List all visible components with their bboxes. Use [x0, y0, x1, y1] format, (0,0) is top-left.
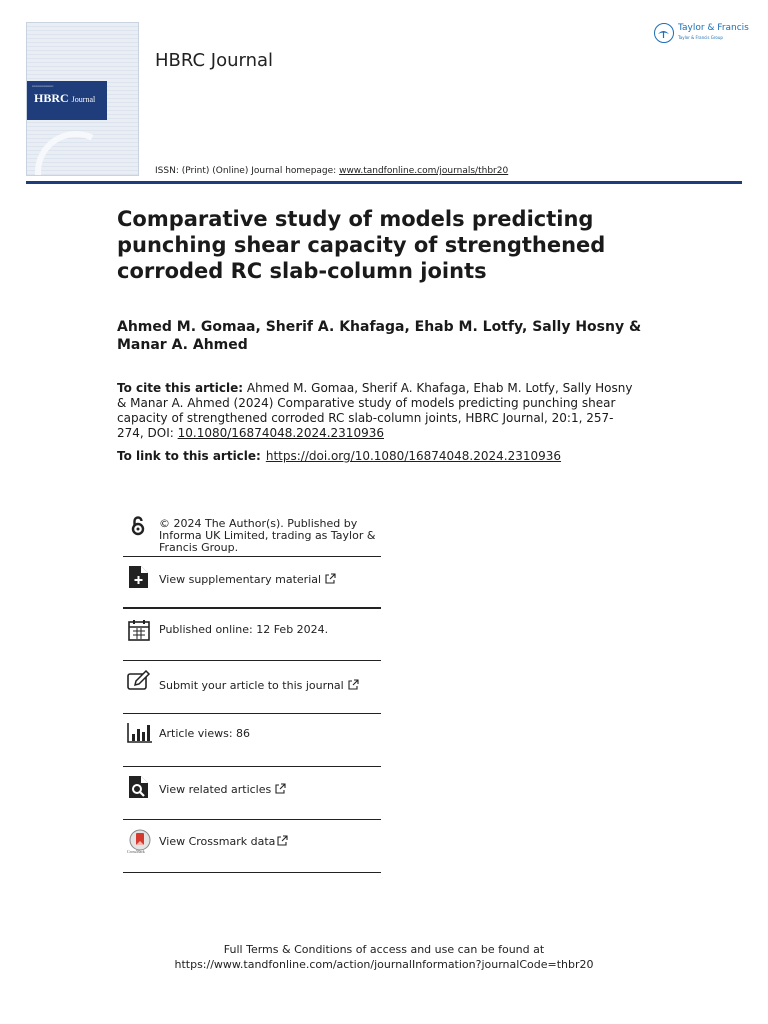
cover-small-text: ▪▪▪▪▪▪▪▪▪▪▪▪▪▪▪▪▪▪▪▪	[32, 84, 54, 88]
related-articles-link[interactable]: View related articles	[159, 783, 383, 797]
citation-block	[117, 381, 637, 441]
article-doi-link[interactable]: https://doi.org/10.1080/16874048.2024.2310936	[265, 449, 562, 463]
publisher-logo-icon	[654, 23, 674, 43]
cover-title-band	[27, 81, 107, 120]
external-link-icon	[275, 783, 286, 797]
cite-text: Ahmed M. Gomaa, Sherif A. Khafaga, Ehab M. Lotfy, Sally Hosny & Manar A. Ahmed (2024) Comparative study of models predicting punching shear capacity of strengthened corroded RC slab-column joints, HBRC Journal, 20:1, 257-274, DOI:	[117, 381, 633, 440]
article-link-line	[117, 449, 561, 463]
header-rule	[26, 181, 742, 184]
license-text: © 2024 The Author(s). Published by Informa UK Limited, trading as Taylor & Francis Group.	[159, 517, 376, 554]
views-item	[123, 714, 381, 767]
article-authors: Ahmed M. Gomaa, Sherif A. Khafaga, Ehab M. Lotfy, Sally Hosny & Manar A. Ahmed	[117, 319, 642, 353]
journal-cover-image	[26, 22, 139, 176]
crossmark-link[interactable]: View Crossmark data	[159, 835, 383, 849]
terms-url[interactable]: https://www.tandfonline.com/action/journalInformation?journalCode=thbr20	[174, 958, 594, 971]
cover-title: HBRC Journal	[34, 91, 96, 105]
publisher-name: Taylor & Francis	[678, 23, 749, 33]
terms-line: Full Terms & Conditions of access and use can be found at	[223, 943, 545, 956]
crossmark-icon	[127, 829, 155, 853]
published-item	[123, 609, 381, 661]
open-access-icon	[127, 513, 151, 537]
issn-line	[155, 166, 508, 176]
terms-footer	[0, 942, 768, 972]
publisher-subname: Taylor & Francis Group	[678, 35, 723, 40]
cover-decoration	[26, 119, 129, 176]
crossmark-item[interactable]	[123, 820, 381, 873]
supplementary-link[interactable]: View supplementary material	[159, 573, 383, 587]
cite-label: To cite this article:	[117, 381, 244, 395]
edit-icon	[127, 670, 151, 694]
crossmark-icon-label: CrossMark	[127, 849, 145, 854]
related-item[interactable]	[123, 767, 381, 820]
article-info-list	[123, 508, 381, 873]
journal-homepage-link[interactable]: www.tandfonline.com/journals/thbr20	[339, 166, 509, 176]
publisher-logo[interactable]	[654, 22, 749, 48]
license-item	[123, 508, 381, 557]
related-articles-icon	[127, 775, 151, 799]
external-link-icon	[325, 573, 336, 587]
issn-text: ISSN: (Print) (Online) Journal homepage:	[155, 166, 340, 176]
submit-item[interactable]	[123, 661, 381, 714]
bar-chart-icon	[127, 722, 151, 746]
journal-title: HBRC Journal	[155, 50, 274, 71]
external-link-icon	[277, 835, 288, 849]
article-views: Article views: 86	[159, 727, 251, 740]
cite-doi-link[interactable]: 10.1080/16874048.2024.2310936	[177, 426, 384, 440]
submit-link[interactable]: Submit your article to this journal	[159, 679, 383, 693]
published-date: Published online: 12 Feb 2024.	[159, 623, 329, 636]
link-label: To link to this article:	[117, 449, 261, 463]
external-link-icon	[348, 679, 359, 693]
supplementary-file-icon	[127, 565, 151, 589]
supplementary-item[interactable]	[123, 557, 381, 609]
calendar-icon	[127, 618, 151, 642]
article-title: Comparative study of models predicting punching shear capacity of strengthened corroded RC slab-column joints	[117, 207, 606, 283]
